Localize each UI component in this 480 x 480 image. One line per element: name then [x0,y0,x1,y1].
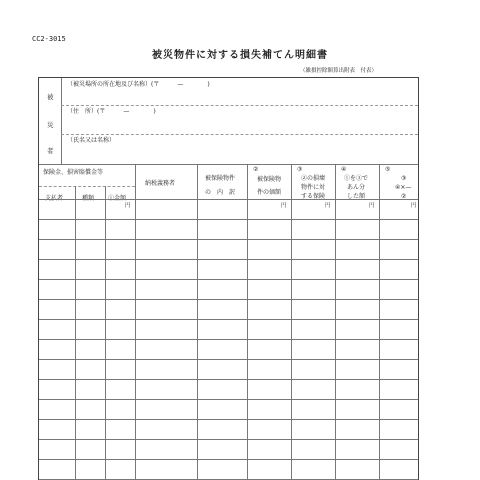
yen-col2: 円 [281,203,287,209]
victim-side-char-3: 者 [47,147,54,155]
form-note: （雑損控除額算出附表 付表） [300,68,378,74]
col-item-header-2: の 内 訳 [205,189,236,196]
table-row [39,339,418,340]
column-divider [247,164,248,479]
col-amount-header: ①金額 [108,195,127,202]
col-item-header-1: 被保険物件 [205,175,236,182]
table-row [39,439,418,440]
victim-side-char-1: 被 [47,93,54,101]
column-divider [105,186,106,479]
col2-header-1: 被保険物 [257,176,282,183]
col-insured-header: 納税義務者 [145,180,176,187]
yen-col3: 円 [325,203,331,209]
table-row [39,359,418,360]
form-frame [38,77,419,480]
table-row [39,419,418,420]
table-row [39,399,418,400]
table-row [39,459,418,460]
yen-col4: 円 [369,203,375,209]
column-divider [291,164,292,479]
column-divider [75,186,76,479]
column-divider [379,164,380,479]
col-type-header: 種類 [82,195,95,202]
col-payer-header: 支払者 [45,195,64,202]
section-divider [39,164,418,165]
victim-side-char-2: 災 [47,121,54,129]
col4-header-1: ①を③で [344,175,369,182]
col2-num: ② [253,166,259,173]
form-title: 被災物件に対する損失補てん明細書 [152,50,328,61]
yen-col5: 円 [411,203,417,209]
table-row [39,199,418,200]
col5-header-1: ③ [401,175,407,182]
table-row [39,259,418,260]
column-divider [197,164,198,479]
col2-header-2: 件の価額 [257,189,282,196]
table-row [39,219,418,220]
col5-header-2: ④×— [395,184,412,191]
col5-header-3: ② [401,193,407,200]
col4-header-2: あん分 [347,184,366,191]
form-code: CC2-3015 [32,35,66,43]
table-row [39,379,418,380]
col5-num: ⑤ [385,166,391,173]
col3-header-3: する保険 [301,193,326,200]
victim-place-label: （被災場所の所在地及び名称）(〒 — ) [67,81,210,88]
victim-divider-1 [61,105,418,106]
table-row [39,319,418,320]
col4-num: ④ [341,166,347,173]
group-header-divider [39,186,135,187]
victim-address-label: （住 所）(〒 — ) [67,108,156,115]
col3-num: ③ [297,166,303,173]
col3-header-1: ②の損壊 [301,175,326,182]
table-row [39,239,418,240]
victim-name-label: （氏名又は名称） [67,137,116,144]
col4-header-3: した額 [347,193,366,200]
yen-col1: 円 [125,203,131,209]
victim-divider-2 [61,134,418,135]
col3-header-2: 物件に対 [301,184,326,191]
column-divider [135,164,136,479]
group-header: 保険金、損害賠償金等 [43,169,104,176]
table-row [39,279,418,280]
victim-side-divider [61,78,62,164]
table-row [39,299,418,300]
column-divider [335,164,336,479]
